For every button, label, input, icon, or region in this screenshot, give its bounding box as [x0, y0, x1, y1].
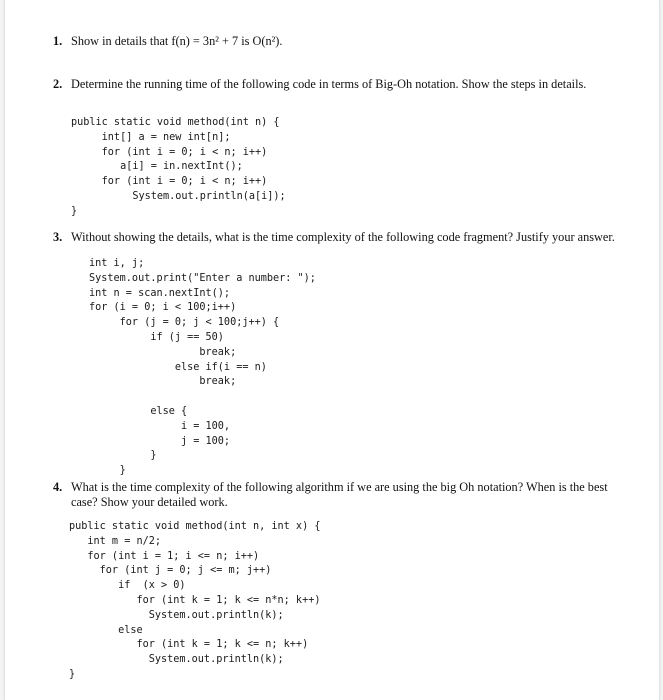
code-line: break;: [89, 346, 237, 358]
code-line: if (x > 0): [69, 580, 186, 592]
question-2: [53, 77, 623, 92]
code-line: break;: [89, 376, 237, 388]
question-text: Without showing the details, what is the time complexity of the following code fragment? Justify your answer.: [71, 230, 615, 244]
document-page: [4, 0, 660, 700]
question-number: 1.: [53, 34, 63, 48]
code-line: for (j = 0; j < 100;j++) {: [89, 317, 280, 329]
code-block-q2: [71, 116, 286, 220]
code-line: int i, j;: [89, 258, 145, 269]
code-line: System.out.println(k);: [69, 609, 284, 621]
code-line: for (int k = 1; k <= n*n; k++): [69, 594, 321, 606]
code-line: System.out.println(a[i]);: [71, 190, 286, 202]
code-line: public static void method(int n) {: [71, 117, 280, 128]
code-line: [89, 390, 316, 405]
question-text: Determine the running time of the following code in terms of Big-Oh notation. Show the steps in details.: [71, 77, 587, 91]
code-line: }: [69, 668, 76, 680]
code-block-q3: [89, 257, 316, 479]
code-block-q4: [69, 520, 320, 683]
code-line: for (int j = 0; j <= m; j++): [69, 565, 272, 577]
code-line: if (j == 50): [89, 331, 224, 343]
question-text: What is the time complexity of the following algorithm if we are using the big Oh notation? When is the best case? Show your detailed work.: [71, 480, 608, 509]
code-line: for (int i = 0; i < n; i++): [71, 146, 268, 158]
code-line: int n = scan.nextInt();: [89, 287, 231, 299]
code-line: }: [89, 465, 126, 477]
code-line: for (int i = 0; i < n; i++): [71, 176, 268, 188]
code-line: j = 100;: [89, 435, 231, 447]
code-line: }: [89, 450, 157, 462]
code-line: else if(i == n): [89, 361, 267, 373]
code-line: int m = n/2;: [69, 535, 162, 547]
question-number: 2.: [53, 77, 63, 91]
code-line: i = 100,: [89, 420, 231, 432]
question-number: 4.: [53, 480, 63, 494]
code-line: else: [69, 624, 143, 636]
code-line: }: [71, 205, 78, 217]
question-number: 3.: [53, 230, 63, 244]
question-3: [53, 230, 623, 245]
code-line: for (int k = 1; k <= n; k++): [69, 639, 309, 651]
code-line: for (int i = 1; i <= n; i++): [69, 550, 260, 562]
question-4: [53, 480, 623, 510]
code-line: else {: [89, 405, 188, 417]
code-line: System.out.println(k);: [69, 654, 284, 666]
code-line: for (i = 0; i < 100;i++): [89, 302, 237, 314]
code-line: int[] a = new int[n];: [71, 131, 231, 143]
question-1: [53, 34, 623, 49]
code-line: System.out.print("Enter a number: ");: [89, 272, 316, 284]
code-line: a[i] = in.nextInt();: [71, 161, 243, 173]
question-text: Show in details that f(n) = 3n² + 7 is O(n²).: [71, 34, 283, 48]
code-line: public static void method(int n, int x) {: [69, 521, 321, 532]
